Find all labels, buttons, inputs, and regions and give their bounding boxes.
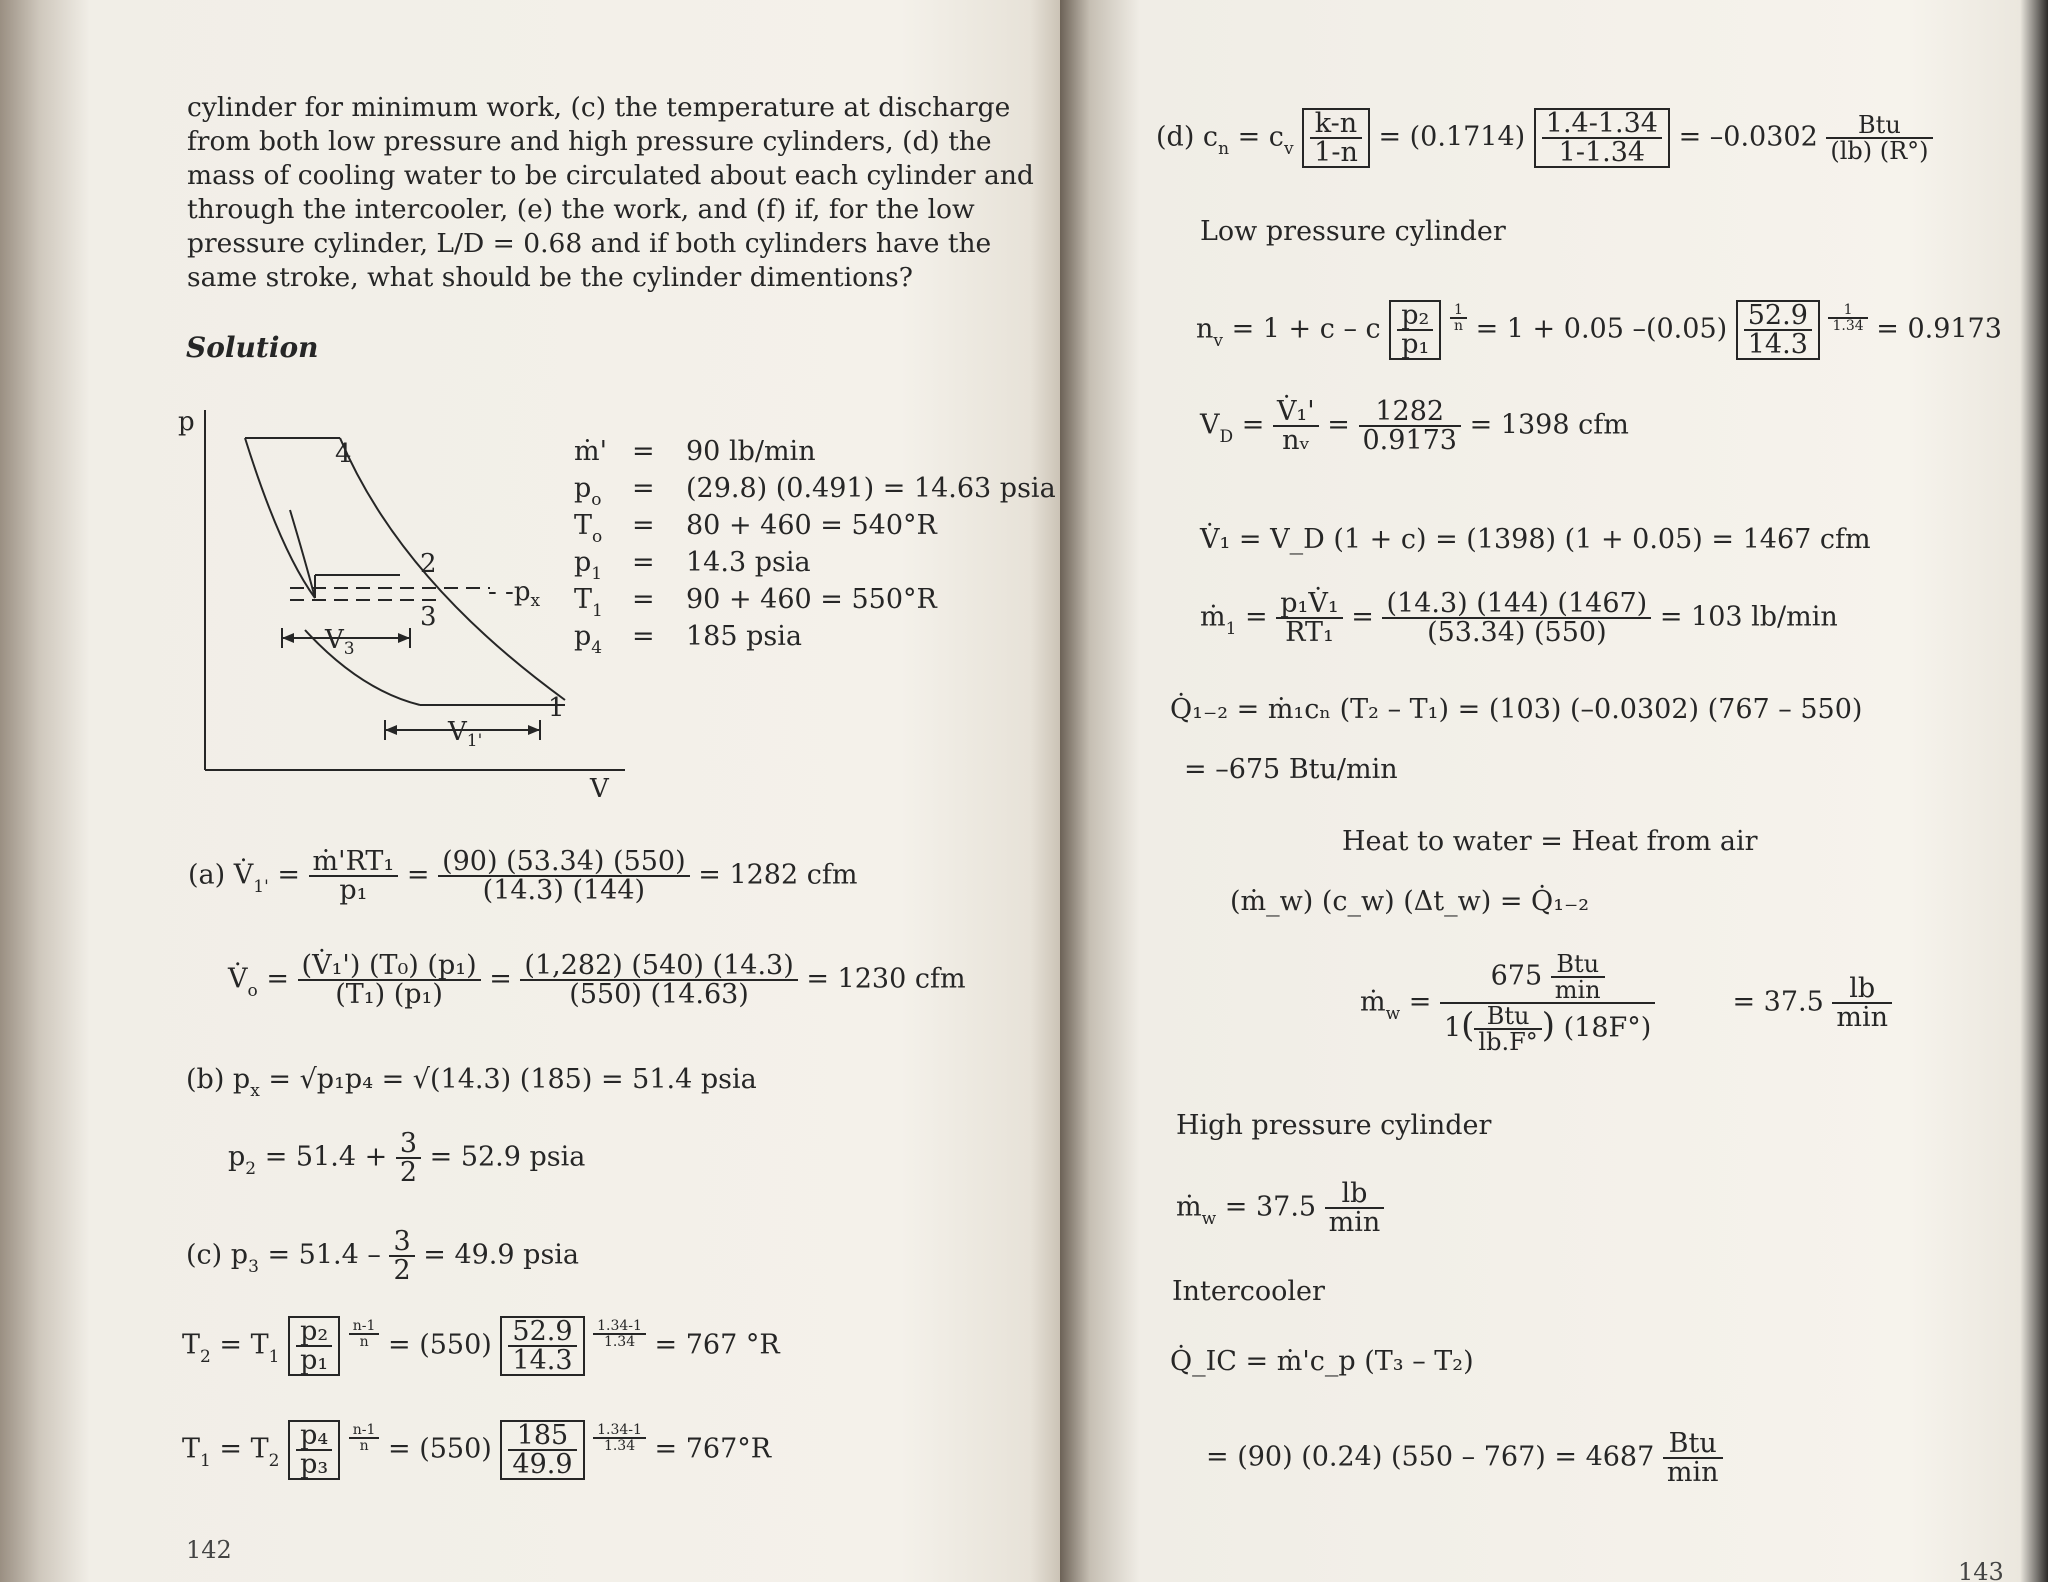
p-axis-label: p [178,407,195,437]
givens-list [574,435,1056,657]
equation-qic: Q̇_IC = ṁ'c_p (T₃ – T₂) [1170,1346,1474,1377]
equation-c3: $T_1 = T_2$ $\frac{\text{p₄}}{\text{p₃}}$ $\frac{n-1}{n}$ = (550) $\frac{185}{49.9}$ $\frac{1.34-1}{1.34}$ = 767°R [182,1420,772,1480]
given-row: $p_1 = 14.3$ psia [574,547,811,584]
equation-q12-result: = –675 Btu/min [1184,754,1398,785]
v3-label: V [325,625,344,655]
equation-mw2: ṁ$_w$ = 37.5 lb min [1176,1180,1384,1236]
px-label: - -p [488,577,531,607]
point-2-label: 2 [420,549,437,579]
equation-nv: $n_v = 1 + c - c$ $\frac{\text{p₂}}{\text{p₁}}$ $\frac{1}{n}$ = 1 + 0.05 –(0.05) $\frac{52.9}{14.3}$ $\frac{1}{1.34}$ = 0.9173 [1196,300,2002,360]
equation-q12: Q̇₁₋₂ = ṁ₁cₙ (T₂ – T₁) = (103) (–0.0302) (767 – 550) [1170,694,1863,725]
hp-cylinder-heading: High pressure cylinder [1176,1110,1492,1141]
svg-text:V3 [324,625,355,659]
intercooler-heading: Intercooler [1172,1276,1325,1307]
svg-text:- -px [488,577,540,611]
intro-line: pressure cylinder, L/D = 0.68 and if both cylinders have the [187,228,992,259]
equation-c2: $T_2 = T_1$ $\frac{\text{p₂}}{\text{p₁}}$ $\frac{n-1}{n}$ = (550) $\frac{52.9}{14.3}$ $\frac{1.34-1}{1.34}$ = 767 °R [182,1316,780,1376]
right-page [1060,0,2048,1582]
equation-a1: (a) $V̇_{1'}$ = $\frac{\text{ṁ'RT₁}}{\text{p₁}}$ = $\frac{(90) (53.34) (550)}{(14.3) (144)}$ = 1282 cfm [188,846,858,906]
intro-line: from both low pressure and high pressure cylinders, (d) the [187,126,992,157]
given-row: ṁ' = 90 lb/min [574,436,816,467]
given-row: $p_o = (29.8) (0.491) = 14.63$ psia [574,473,1056,510]
page-number-left: 142 [186,1536,232,1564]
given-row: $T_1 = 90 + 460 = 550^\circ R$ [574,584,937,621]
equation-vd: $V_D$ = $\frac{\text{V̇₁'}}{\text{nᵥ}}$ = $\frac{1282}{0.9173}$ = 1398 cfm [1200,396,1629,456]
equation-m1: ṁ$_1$ = $\frac{\text{p₁V̇₁}}{\text{RT₁}}$ = $\frac{(14.3) (144) (1467)}{(53.34) (550)}$ = 103 lb/min [1200,588,1838,648]
v1-sub: 1' [466,731,483,751]
equation-v1: V̇₁ = V_D (1 + c) = (1398) (1 + 0.05) = 1467 cfm [1200,524,1871,555]
equation-qic-result: = (90) (0.24) (550 – 767) = 4687 Btu min [1206,1430,1723,1486]
equation-d: (d) $c_n = c_v$ $\frac{k-n}{1-n}$ = (0.1714) $\frac{1.4-1.34}{1-1.34}$ = –0.0302 Btu (lb) (R°) [1156,108,1933,168]
equation-heat-balance: (ṁ_w) (c_w) (Δt_w) = Q̇₁₋₂ [1230,886,1590,917]
intro-line: cylinder for minimum work, (c) the temperature at discharge [187,92,1011,123]
px-sub: x [530,591,541,611]
equation-mw: ṁ$_w$ = 675 Btu min 1( Btu lb.F° ) (18F°) = 37.5 lb min [1360,952,1892,1054]
heat-balance-statement: Heat to water = Heat from air [1342,826,1758,857]
v3-sub: 3 [343,639,355,659]
v-axis-label: V [590,774,609,800]
pv-diagram [170,400,640,800]
given-row: $p_4 = 185$ psia [574,621,802,658]
equation-b2: $p_2 = 51.4$ + $\frac{3}{2}$ = 52.9 psia [228,1128,586,1188]
solution-heading: Solution [186,331,319,364]
equation-a2: $V̇_o$ = $\frac{\text{(V̇₁') (T₀) (p₁)}}{\text{(T₁) (p₁)}}$ = $\frac{(1,282) (540) (14.3)}{(550) (14.63)}$ = 1230 cfm [228,950,966,1010]
equation-b1: (b) $p_x = √p_1p_4 = √(14.3) (185) = 51.4$ psia [186,1064,757,1101]
point-1-label: 1 [548,693,565,723]
v1-label: V [448,717,467,747]
lp-cylinder-heading: Low pressure cylinder [1200,216,1506,247]
point-3-label: 3 [420,602,437,632]
page-number-right: 143 [1958,1558,2004,1582]
intro-line: through the intercooler, (e) the work, and (f) if, for the low [187,194,975,225]
point-4-label: 4 [335,439,352,469]
given-row: $T_o = 80 + 460 = 540^\circ R$ [574,510,937,547]
intro-line: same stroke, what should be the cylinder dimentions? [187,262,913,293]
equation-c1: (c) $p_3 = 51.4$ – $\frac{3}{2}$ = 49.9 psia [186,1226,580,1286]
intro-line: mass of cooling water to be circulated about each cylinder and [187,160,1034,191]
svg-text:V1' [447,717,482,751]
